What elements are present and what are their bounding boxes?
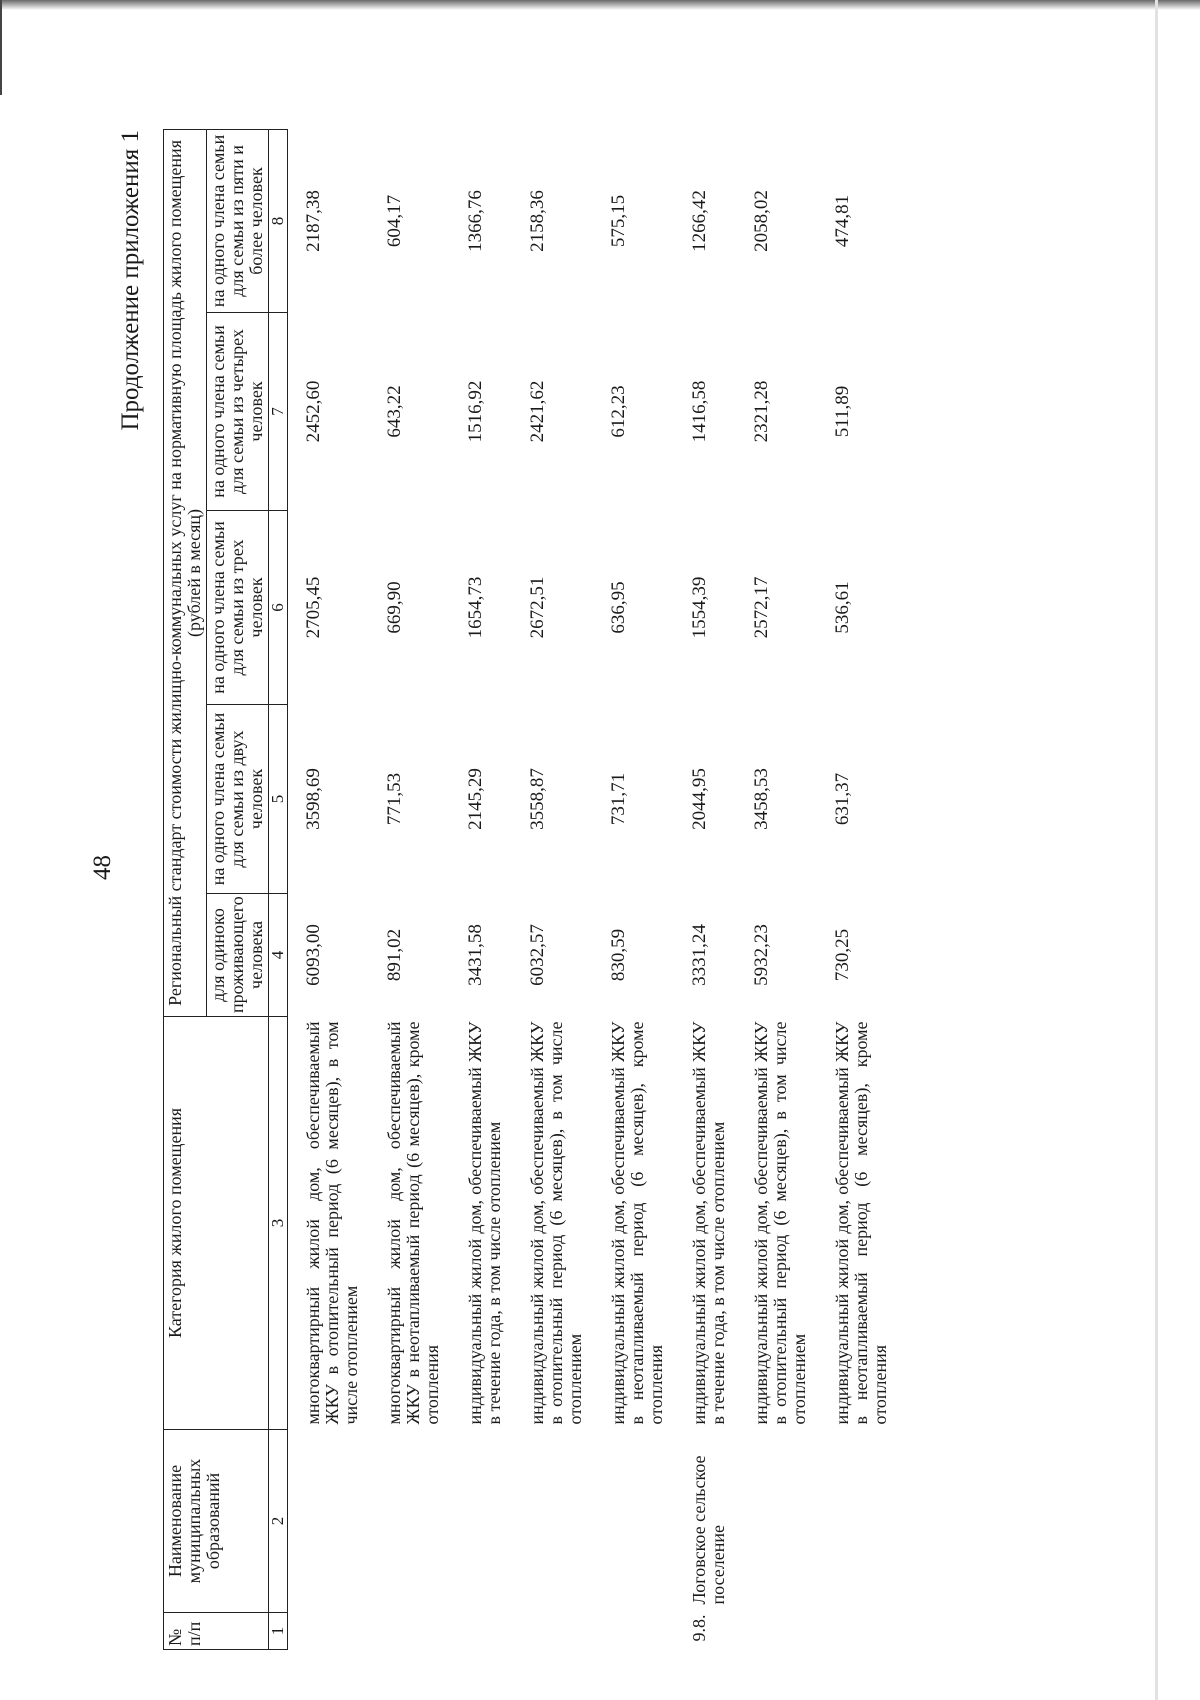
municipality-name xyxy=(817,1430,898,1613)
housing-category: индивидуальный жилой дом, обеспечиваемый ЖКУ в отопительный период (6 месяцев), в том числе отоплением xyxy=(527,1021,585,1425)
column-number: 1 xyxy=(269,1613,288,1650)
value-single: 5932,23 xyxy=(751,924,772,986)
value-single: 6093,00 xyxy=(303,924,324,986)
value-single: 3431,58 xyxy=(465,924,486,986)
table-row xyxy=(736,129,817,1649)
value-per-member-5plus: 474,81 xyxy=(832,194,853,248)
scan-line-right xyxy=(1155,0,1158,1700)
municipality-name xyxy=(736,1430,817,1613)
value-single: 6032,57 xyxy=(527,924,548,986)
value-per-member-5plus: 2058,02 xyxy=(751,190,772,252)
value-per-member-2: 3598,69 xyxy=(303,768,324,830)
value-per-member-3: 1654,73 xyxy=(465,576,486,639)
header-name: Наименование муниципальных образований xyxy=(164,1430,269,1613)
column-number: 8 xyxy=(269,129,288,312)
row-number xyxy=(512,1613,593,1650)
continuation-title: Продолжение приложения 1 xyxy=(117,130,144,431)
value-per-member-5plus: 604,17 xyxy=(384,194,405,248)
column-number: 5 xyxy=(269,705,288,894)
value-per-member-5plus: 1366,76 xyxy=(465,190,486,252)
table-row xyxy=(593,129,674,1649)
housing-category: многоквартирный жилой дом, обеспечиваемый ЖКУ в отопительный период (6 месяцев), в том числе отоплением xyxy=(303,1021,361,1425)
municipality-name xyxy=(450,1430,512,1613)
value-per-member-3: 1554,39 xyxy=(689,576,710,639)
value-per-member-5plus: 2158,36 xyxy=(527,190,548,252)
value-per-member-2: 771,53 xyxy=(384,772,405,826)
row-number xyxy=(450,1613,512,1650)
header-c8: на одного члена семьи для семьи из пяти и более человек xyxy=(207,129,269,312)
value-single: 730,25 xyxy=(832,928,853,982)
header-c6: на одного члена семьи для семьи из трех человек xyxy=(207,511,269,705)
value-per-member-4: 612,23 xyxy=(608,385,629,438)
value-per-member-2: 3458,53 xyxy=(751,768,772,830)
table-header xyxy=(164,129,288,1649)
scan-line-left xyxy=(0,0,2,95)
table-row xyxy=(369,129,450,1649)
value-single: 891,02 xyxy=(384,928,405,982)
table-row xyxy=(512,129,593,1649)
table-row xyxy=(288,129,370,1649)
value-per-member-4: 2321,28 xyxy=(751,380,772,443)
housing-category: индивидуальный жилой дом, обеспечиваемый ЖКУ в отопительный период (6 месяцев), в том числе отоплением xyxy=(751,1021,809,1425)
value-per-member-5plus: 1266,42 xyxy=(689,190,710,252)
value-per-member-4: 511,89 xyxy=(832,385,853,438)
table-row xyxy=(817,129,898,1649)
row-number xyxy=(288,1613,370,1650)
column-number: 4 xyxy=(269,894,288,1017)
value-per-member-4: 2421,62 xyxy=(527,380,548,443)
value-per-member-3: 536,61 xyxy=(832,581,853,634)
housing-category: индивидуальный жилой дом, обеспечиваемый ЖКУ в течение года, в том числе отоплением xyxy=(689,1021,728,1425)
column-number-row xyxy=(269,129,288,1649)
value-per-member-2: 3558,87 xyxy=(527,768,548,830)
header-group: Региональный стандарт стоимости жилищно-коммунальных услуг на нормативную площадь жилого помещения (рублей в месяц) xyxy=(164,129,207,1016)
housing-category: индивидуальный жилой дом, обеспечиваемый ЖКУ в течение года, в том числе отоплением xyxy=(465,1021,504,1425)
row-number: 9.8. xyxy=(689,1614,709,1642)
value-per-member-3: 2672,51 xyxy=(527,576,548,639)
municipality-name: Логовское сельское поселение xyxy=(689,1455,728,1605)
scan-edge-top xyxy=(0,0,1200,10)
header-no: № п/п xyxy=(164,1613,269,1650)
value-per-member-4: 1516,92 xyxy=(465,380,486,443)
header-category: Категория жилого помещения xyxy=(164,1017,269,1430)
value-single: 3331,24 xyxy=(689,924,710,986)
value-per-member-3: 669,90 xyxy=(384,581,405,634)
row-number xyxy=(736,1613,817,1650)
value-per-member-5plus: 575,15 xyxy=(608,194,629,248)
value-single: 830,59 xyxy=(608,928,629,982)
value-per-member-4: 1416,58 xyxy=(689,380,710,443)
municipality-name xyxy=(288,1430,370,1613)
housing-category: многоквартирный жилой дом, обеспечиваемый ЖКУ в неотапливаемый период (6 месяцев), кроме отопления xyxy=(384,1021,442,1425)
value-per-member-5plus: 2187,38 xyxy=(303,190,324,252)
column-number: 3 xyxy=(269,1017,288,1430)
header-c4: для одиноко проживающего человека xyxy=(207,894,269,1017)
table-body xyxy=(288,129,899,1649)
value-per-member-3: 636,95 xyxy=(608,581,629,634)
value-per-member-3: 2572,17 xyxy=(751,576,772,639)
value-per-member-2: 2044,95 xyxy=(689,768,710,830)
header-c5: на одного члена семьи для семьи из двух человек xyxy=(207,705,269,894)
value-per-member-2: 631,37 xyxy=(832,772,853,826)
table-row xyxy=(450,129,512,1649)
row-number xyxy=(593,1613,674,1650)
table-row xyxy=(674,129,736,1649)
value-per-member-4: 2452,60 xyxy=(303,380,324,443)
row-number xyxy=(817,1613,898,1650)
municipality-name xyxy=(593,1430,674,1613)
column-number: 2 xyxy=(269,1430,288,1613)
municipality-name xyxy=(369,1430,450,1613)
value-per-member-4: 643,22 xyxy=(384,385,405,438)
value-per-member-3: 2705,45 xyxy=(303,576,324,639)
value-per-member-2: 731,71 xyxy=(608,772,629,826)
page-number: 48 xyxy=(89,855,116,880)
rotated-page xyxy=(45,50,1115,1650)
row-number xyxy=(369,1613,450,1650)
column-number: 6 xyxy=(269,511,288,705)
value-per-member-2: 2145,29 xyxy=(465,768,486,830)
municipality-name xyxy=(512,1430,593,1613)
column-number: 7 xyxy=(269,313,288,511)
housing-category: индивидуальный жилой дом, обеспечиваемый ЖКУ в неотапливаемый период (6 месяцев), кроме отопления xyxy=(832,1021,890,1425)
housing-cost-standards-table xyxy=(163,129,898,1650)
header-c7: на одного члена семьи для семьи из четырех человек xyxy=(207,313,269,511)
housing-category: индивидуальный жилой дом, обеспечиваемый ЖКУ в неотапливаемый период (6 месяцев), кроме отопления xyxy=(608,1021,666,1425)
